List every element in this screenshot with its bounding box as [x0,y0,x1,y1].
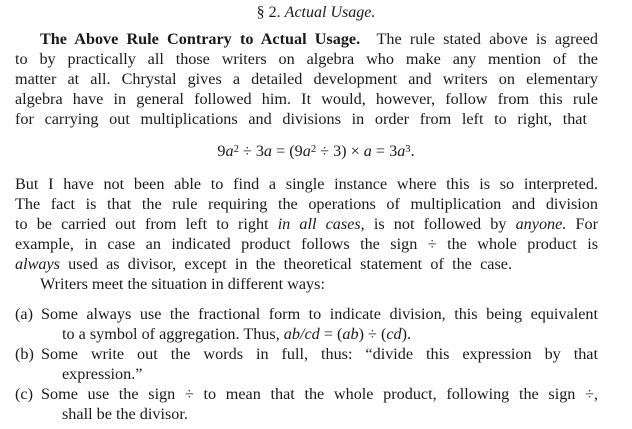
text-run: to a symbol of aggregation. Thus, [62,325,284,343]
text-run: to be carried out from left to right [15,215,278,233]
text-run: = ( [319,325,343,343]
eq-op: ÷ 3) × [316,142,364,160]
list-b-line2: expression.” [62,365,143,383]
eq-var: a [263,142,273,160]
emphasis: always [15,255,60,273]
math-expr: ab [342,325,359,343]
list-c-line1: Some use the sign ÷ to mean that the whole product, following the sign ÷, [41,385,598,403]
eq-end: . [410,142,415,160]
emphasis: anyone. [515,215,567,233]
text-run: For [566,215,598,233]
eq-var: a [302,142,311,160]
para2-line2: The fact is that the rule requiring the operations of multiplication and division [15,195,598,213]
math-expr: cd [386,325,402,343]
list-b-line1: Some write out the words in full, thus: “divide this expression by that [41,345,598,363]
eq-op: = (9 [272,142,303,160]
para2-line4: example, in case an indicated product follows the sign ÷ the whole product is [15,235,598,253]
eq-op: = 3 [371,142,398,160]
list-label-c: (c) [15,385,33,403]
list-c-line2: shall be the divisor. [62,405,188,423]
para1-line3: matter at all. Chrystal gives a detailed development and writers on elementary [15,70,598,88]
para2-line5 [15,254,512,274]
para1-line4: algebra have in general followed him. It would, however, follow from this rule [15,90,598,108]
eq-op: ÷ 3 [238,142,264,160]
math-expr: ab/cd [283,325,320,343]
text-run: used as divisor, except in the theoretical statement of the case. [59,255,512,273]
text-run: ). [401,325,412,343]
para1-line1-text: The rule stated above is agreed [376,30,599,48]
text-run: ) ÷ ( [358,325,387,343]
section-title: Actual Usage. [284,4,376,21]
eq-var: a [363,142,372,160]
para2-line3 [15,214,598,234]
para3-line1: Writers meet the situation in different ways: [40,275,325,293]
para1-line2: to by practically all those writers on algebra who make any mention of the [15,50,598,68]
text-run: is not followed by [364,215,516,233]
section-number: § 2. [256,4,281,21]
para1-line5: for carrying out multiplications and divisions in order from left to right, that [15,110,587,128]
para1-line1 [40,29,598,49]
display-equation [0,141,632,161]
list-label-a: (a) [15,305,33,323]
eq-coef: 9 [217,142,226,160]
list-label-b: (b) [15,345,34,363]
list-a-line2 [62,324,411,344]
eq-exp: 3 [405,144,411,156]
section-heading [0,3,632,23]
para2-line1: But I have not been able to find a single instance where this is so interpreted. [15,175,598,193]
eq-var: a [397,142,406,160]
eq-exp: 2 [233,144,239,156]
list-a-line1: Some always use the fractional form to indicate division, this being equivalent [41,305,598,323]
emphasis: in all cases, [277,215,365,233]
eq-exp: 2 [310,144,317,156]
run-in-heading: The Above Rule Contrary to Actual Usage. [40,30,361,48]
eq-var: a [225,142,234,160]
